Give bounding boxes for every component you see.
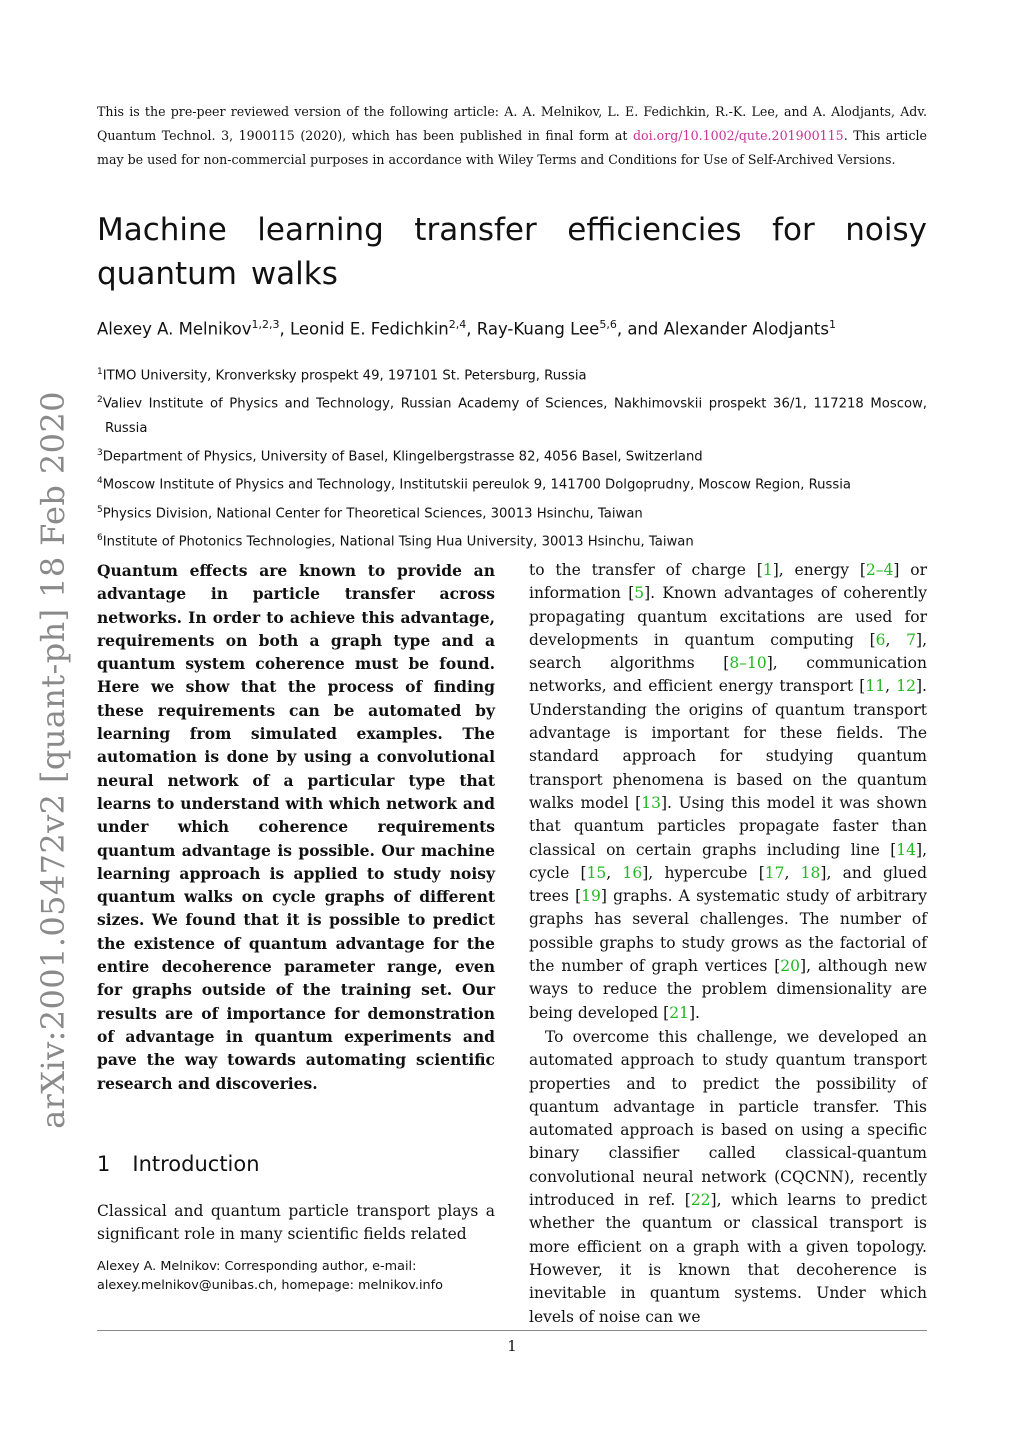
citation-link[interactable]: 21 — [669, 1003, 689, 1022]
notice-text: This is the pre-peer reviewed version of the following article: A. A. Melnikov, L. E. Fedichkin, R.-K. Lee, and A. Alodjants, Adv. Quantum Technol. 3, 1900115 (2020), which has been published in final form at — [97, 104, 927, 143]
body-text: To overcome this challenge, we developed an automated approach to study quantum transport properties and to predict the possibility of quantum advantage in particle transfer. This automated approach is based on using a specific binary classifier called classical-quantum convolutional neural network (CQCNN), recently introduced in ref. [ — [529, 1027, 927, 1210]
author-name: Leonid E. Fedichkin — [289, 319, 449, 339]
affiliation-number: 3 — [97, 447, 103, 458]
body-text: ], energy [ — [772, 561, 866, 579]
body-text: ], hypercube [ — [642, 863, 765, 882]
footnote-text: Alexey A. Melnikov: Corresponding author, e-mail: — [97, 1259, 417, 1274]
affiliation-number: 2 — [97, 395, 103, 406]
prepublication-notice — [97, 100, 927, 172]
notice-text-end: . This article may be used for non-commercial purposes in accordance with Wiley Terms and Conditions for Use of Self-Archived Versions. — [97, 128, 927, 167]
intro-paragraph-1 — [529, 559, 927, 1025]
body-text: , — [885, 677, 897, 696]
author-affiliation-marks: 1,2,3 — [251, 318, 280, 331]
author-name: Alexander Alodjants — [663, 319, 829, 339]
affiliation-item — [97, 526, 927, 554]
citation-link[interactable]: 18 — [800, 863, 821, 882]
author-name: Ray-Kuang Lee — [476, 319, 600, 339]
body-text: to the transfer of charge [ — [529, 561, 763, 579]
body-text: , — [606, 863, 623, 882]
affiliation-item — [97, 360, 927, 388]
author-affiliation-marks: 1 — [829, 318, 836, 331]
section-title: Introduction — [132, 1152, 260, 1176]
intro-paragraph-2 — [529, 1026, 927, 1329]
affiliation-number: 1 — [97, 367, 103, 377]
body-text: ], and glued trees [ — [529, 863, 927, 906]
citation-link[interactable]: 2–4 — [865, 561, 894, 579]
affiliation-text: ITMO University, Kronverksky prospekt 49, 197101 St. Petersburg, Russia — [102, 368, 587, 384]
author-separator: , and — [616, 319, 664, 339]
affiliation-item — [97, 388, 927, 440]
body-text: ], communication networks, and efficient energy transport [ — [529, 654, 927, 696]
section-number: 1 — [97, 1152, 111, 1176]
citation-link[interactable]: 8–10 — [729, 654, 767, 673]
affiliation-text: Valiev Institute of Physics and Technology, Russian Academy of Sciences, Nakhimovskii prospekt 36/1, 117218 Moscow, Russia — [102, 396, 927, 436]
body-text: ]. Known advantages of coherently propagating quantum excitations are used for developments in quantum computing [ — [529, 584, 927, 649]
affiliation-number: 5 — [97, 504, 103, 515]
footer-divider — [97, 1330, 927, 1331]
affiliation-text: Institute of Photonics Technologies, National Tsing Hua University, 30013 Hsinchu, Taiwan — [102, 534, 694, 550]
author-affiliation-marks: 5,6 — [599, 318, 617, 331]
citation-link[interactable]: 11 — [865, 677, 886, 696]
arxiv-identifier: arXiv:2001.05472v2 [quant-ph] 18 Feb 2020 — [34, 391, 72, 1129]
author-list — [97, 312, 927, 343]
citation-link[interactable]: 7 — [906, 630, 917, 649]
affiliation-item — [97, 498, 927, 526]
citation-link[interactable]: 6 — [875, 630, 886, 649]
citation-link[interactable]: 19 — [581, 887, 601, 906]
citation-link[interactable]: 22 — [690, 1191, 711, 1210]
affiliation-number: 6 — [97, 532, 103, 543]
affiliation-item — [97, 441, 927, 469]
corresponding-author-footnote — [97, 1257, 495, 1295]
page-number: 1 — [507, 1337, 517, 1355]
right-column — [529, 559, 927, 1329]
citation-link[interactable]: 5 — [634, 584, 645, 603]
affiliation-text: Moscow Institute of Physics and Technology, Institutskii pereulok 9, 141700 Dolgoprudny, Moscow Region, Russia — [102, 477, 852, 493]
author-name: Alexey A. Melnikov — [97, 319, 252, 339]
body-text: ]. Understanding the origins of quantum transport advantage is important for these fields. The standard approach for studying quantum transport phenomena is based on the quantum walks model [ — [529, 677, 927, 812]
citation-link[interactable]: 13 — [641, 793, 661, 812]
citation-link[interactable]: 15 — [586, 863, 607, 882]
body-text: ], cycle [ — [529, 840, 927, 882]
affiliation-item — [97, 469, 927, 497]
body-text: ] or information [ — [529, 561, 927, 603]
body-text: ]. — [688, 1003, 700, 1022]
section-heading — [97, 1152, 260, 1176]
citation-link[interactable]: 20 — [780, 957, 801, 976]
body-text: ], which learns to predict whether the quantum or classical transport is more efficient on a graph with a given topology. However, it is known that decoherence is inevitable in quantum systems. Under which levels of noise can we — [529, 1191, 928, 1326]
body-text: , — [885, 630, 907, 649]
intro-paragraph-left: Classical and quantum particle transport plays a significant role in many scientific fields related — [97, 1202, 495, 1244]
author-separator: , — [466, 319, 477, 339]
body-text: ], although new ways to reduce the problem dimensionality are being developed [ — [529, 957, 927, 1022]
citation-link[interactable]: 1 — [762, 561, 773, 579]
affiliation-text: Physics Division, National Center for Theoretical Sciences, 30013 Hsinchu, Taiwan — [102, 505, 643, 521]
footnote-contact: alexey.melnikov@unibas.ch, homepage: melnikov.info — [97, 1278, 443, 1293]
abstract: Quantum effects are known to provide an advantage in particle transfer across networks. In order to achieve this advantage, requirements on both a graph type and a quantum system coherence must be found. Here we show that the process of finding these requirements can be automated by learning from simulated examples. The automation is done by using a convolutional neural network of a particular type that learns to understand with which network and under which coherence requirements quantum advantage is possible. Our machine learning approach is applied to study noisy quantum walks on cycle graphs of different sizes. We found that it is possible to predict the existence of quantum advantage for the entire decoherence parameter range, even for graphs outside of the training set. Our results are of importance for demonstration of advantage in quantum experiments and pave the way towards automating scientific research and discoveries. — [97, 561, 495, 1093]
citation-link[interactable]: 12 — [896, 677, 916, 696]
body-text: , — [784, 863, 801, 882]
author-separator: , — [279, 319, 290, 339]
affiliation-text: Department of Physics, University of Basel, Klingelbergstrasse 82, 4056 Basel, Switzerland — [102, 449, 703, 465]
citation-link[interactable]: 14 — [896, 840, 917, 859]
citation-link[interactable]: 17 — [764, 863, 785, 882]
doi-link[interactable]: doi.org/10.1002/qute.201900115 — [632, 128, 844, 143]
author-affiliation-marks: 2,4 — [448, 318, 467, 331]
affiliation-number: 4 — [97, 476, 103, 487]
paper-title: Machine learning transfer efficiencies for noisy quantum walks — [97, 212, 927, 292]
affiliation-list — [97, 360, 927, 554]
citation-link[interactable]: 16 — [622, 863, 643, 882]
body-text: ]. Using this model it was shown that quantum particles propagate faster than classical on certain graphs including line [ — [529, 793, 927, 859]
body-text: ] graphs. A systematic study of arbitrary graphs has several challenges. The number of possible graphs to study grows as the factorial of the number of graph vertices [ — [529, 887, 927, 976]
body-text: ], search algorithms [ — [529, 630, 927, 673]
